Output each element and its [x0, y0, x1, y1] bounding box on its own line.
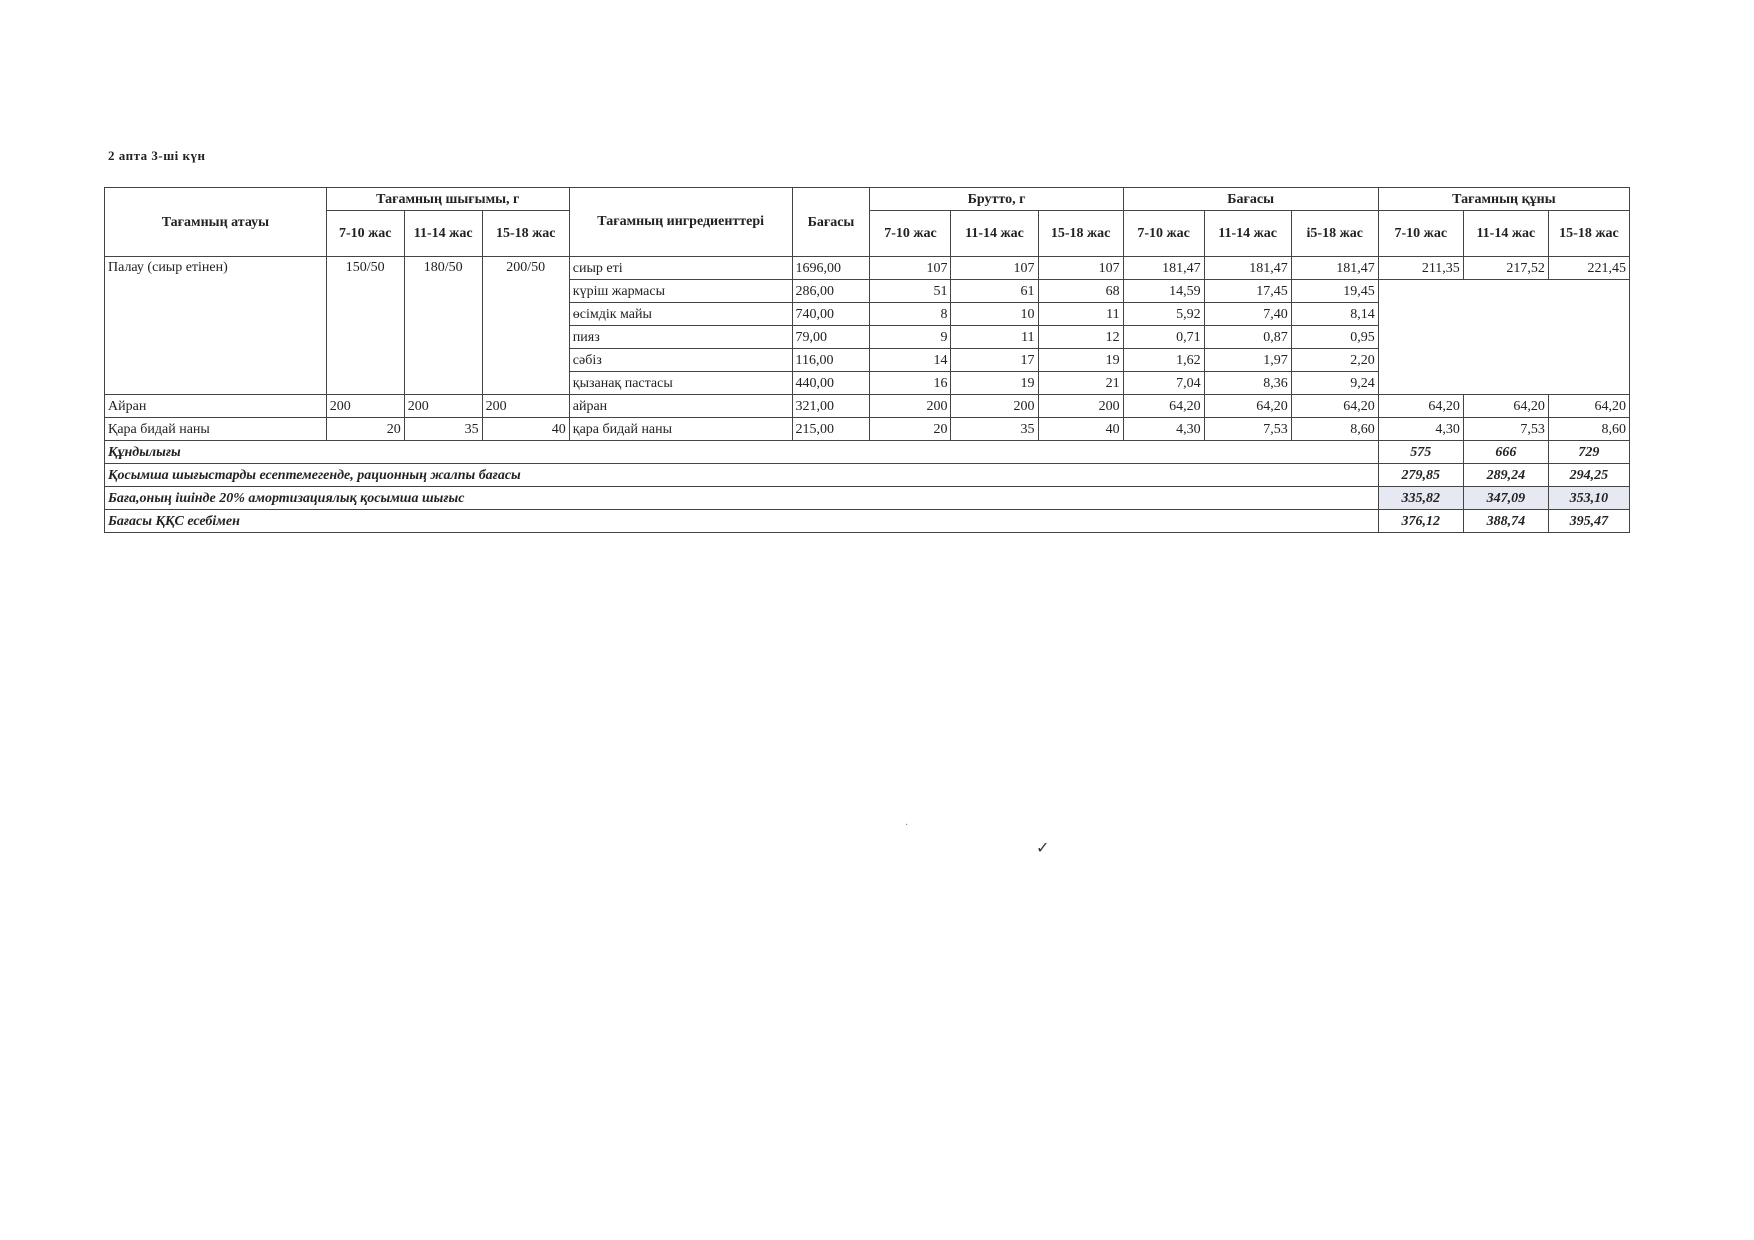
summary-row-calories	[105, 441, 1630, 464]
header-row-1	[105, 188, 1630, 211]
summary-value: 289,24	[1463, 464, 1548, 487]
cost-cell: 8,60	[1291, 418, 1378, 441]
summary-value: 666	[1463, 441, 1548, 464]
header-output-group: Тағамның шығымы, г	[326, 188, 569, 211]
table-row	[105, 418, 1630, 441]
table-row	[105, 395, 1630, 418]
dish-output-cell: 150/50	[326, 257, 404, 395]
brutto-cell: 20	[870, 418, 951, 441]
table-row	[105, 257, 1630, 280]
brutto-cell: 40	[1038, 418, 1123, 441]
dish-output-cell: 200	[326, 395, 404, 418]
cost-cell: 0,87	[1204, 326, 1291, 349]
cost-cell: 0,71	[1123, 326, 1204, 349]
header-day-7-10: 7-10 жас	[1378, 211, 1463, 257]
ingredient-price-cell: 79,00	[792, 326, 870, 349]
cost-cell: 181,47	[1204, 257, 1291, 280]
header-day-15-18: 15-18 жас	[1548, 211, 1629, 257]
empty-day-cost-block	[1378, 280, 1629, 395]
brutto-cell: 107	[951, 257, 1038, 280]
header-dish-name: Тағамның атауы	[105, 188, 327, 257]
header-ingredients: Тағамның ингредиенттері	[569, 188, 792, 257]
cost-cell: 64,20	[1204, 395, 1291, 418]
day-cost-cell: 64,20	[1548, 395, 1629, 418]
cost-cell: 7,40	[1204, 303, 1291, 326]
cost-cell: 5,92	[1123, 303, 1204, 326]
summary-label: Құндылығы	[105, 441, 1379, 464]
summary-value: 279,85	[1378, 464, 1463, 487]
brutto-cell: 17	[951, 349, 1038, 372]
cost-cell: 8,36	[1204, 372, 1291, 395]
header-brutto-15-18: 15-18 жас	[1038, 211, 1123, 257]
ingredient-name-cell: пияз	[569, 326, 792, 349]
summary-value: 347,09	[1463, 487, 1548, 510]
day-cost-cell: 221,45	[1548, 257, 1629, 280]
cost-cell: 17,45	[1204, 280, 1291, 303]
cost-cell: 14,59	[1123, 280, 1204, 303]
header-price: Бағасы	[792, 188, 870, 257]
summary-value: 294,25	[1548, 464, 1629, 487]
brutto-cell: 19	[1038, 349, 1123, 372]
day-cost-cell: 217,52	[1463, 257, 1548, 280]
ingredient-name-cell: қара бидай наны	[569, 418, 792, 441]
brutto-cell: 14	[870, 349, 951, 372]
cost-cell: 64,20	[1123, 395, 1204, 418]
brutto-cell: 8	[870, 303, 951, 326]
dish-name-cell: Палау (сиыр етінен)	[105, 257, 327, 395]
ingredient-name-cell: сиыр еті	[569, 257, 792, 280]
scan-mark: ✓	[1036, 840, 1050, 857]
ingredient-price-cell: 1696,00	[792, 257, 870, 280]
dish-output-cell: 20	[326, 418, 404, 441]
ingredient-name-cell: қызанақ пастасы	[569, 372, 792, 395]
brutto-cell: 19	[951, 372, 1038, 395]
day-cost-cell: 64,20	[1463, 395, 1548, 418]
dish-output-cell: 200	[482, 395, 569, 418]
cost-cell: 181,47	[1291, 257, 1378, 280]
cost-cell: 4,30	[1123, 418, 1204, 441]
header-output-7-10: 7-10 жас	[326, 211, 404, 257]
brutto-cell: 200	[870, 395, 951, 418]
dish-name-cell: Қара бидай наны	[105, 418, 327, 441]
cost-cell: 1,97	[1204, 349, 1291, 372]
header-output-15-18: 15-18 жас	[482, 211, 569, 257]
summary-value: 335,82	[1378, 487, 1463, 510]
ingredient-price-cell: 286,00	[792, 280, 870, 303]
summary-label: Баға,оның ішінде 20% амортизациялық қосымша шығыс	[105, 487, 1379, 510]
dish-output-cell: 180/50	[404, 257, 482, 395]
header-brutto-11-14: 11-14 жас	[951, 211, 1038, 257]
header-brutto-group: Брутто, г	[870, 188, 1123, 211]
brutto-cell: 21	[1038, 372, 1123, 395]
dish-output-cell: 35	[404, 418, 482, 441]
ingredient-name-cell: күріш жармасы	[569, 280, 792, 303]
cost-cell: 2,20	[1291, 349, 1378, 372]
brutto-cell: 51	[870, 280, 951, 303]
summary-row-base-price	[105, 464, 1630, 487]
ingredient-price-cell: 321,00	[792, 395, 870, 418]
header-brutto-7-10: 7-10 жас	[870, 211, 951, 257]
ingredient-name-cell: өсімдік майы	[569, 303, 792, 326]
day-cost-cell: 8,60	[1548, 418, 1629, 441]
cost-cell: 7,53	[1204, 418, 1291, 441]
brutto-cell: 9	[870, 326, 951, 349]
ingredient-price-cell: 740,00	[792, 303, 870, 326]
brutto-cell: 12	[1038, 326, 1123, 349]
brutto-cell: 61	[951, 280, 1038, 303]
brutto-cell: 11	[951, 326, 1038, 349]
brutto-cell: 16	[870, 372, 951, 395]
day-cost-cell: 64,20	[1378, 395, 1463, 418]
scan-speck: ·	[905, 820, 909, 831]
cost-cell: 8,14	[1291, 303, 1378, 326]
ingredient-name-cell: айран	[569, 395, 792, 418]
brutto-cell: 107	[870, 257, 951, 280]
summary-value: 575	[1378, 441, 1463, 464]
brutto-cell: 68	[1038, 280, 1123, 303]
cost-cell: 181,47	[1123, 257, 1204, 280]
dish-output-cell: 40	[482, 418, 569, 441]
menu-table	[104, 187, 1630, 533]
summary-label: Бағасы ҚҚС есебімен	[105, 510, 1379, 533]
summary-value: 729	[1548, 441, 1629, 464]
summary-value: 353,10	[1548, 487, 1629, 510]
summary-row-amortization	[105, 487, 1630, 510]
brutto-cell: 200	[1038, 395, 1123, 418]
dish-name-cell: Айран	[105, 395, 327, 418]
header-cost-11-14: 11-14 жас	[1204, 211, 1291, 257]
brutto-cell: 200	[951, 395, 1038, 418]
header-cost-group: Бағасы	[1123, 188, 1378, 211]
ingredient-name-cell: сәбіз	[569, 349, 792, 372]
summary-value: 388,74	[1463, 510, 1548, 533]
dish-output-cell: 200/50	[482, 257, 569, 395]
ingredient-price-cell: 116,00	[792, 349, 870, 372]
ingredient-price-cell: 215,00	[792, 418, 870, 441]
cost-cell: 1,62	[1123, 349, 1204, 372]
brutto-cell: 10	[951, 303, 1038, 326]
day-cost-cell: 4,30	[1378, 418, 1463, 441]
cost-cell: 9,24	[1291, 372, 1378, 395]
brutto-cell: 11	[1038, 303, 1123, 326]
page-heading: 2 апта 3-ші күн	[108, 148, 206, 163]
header-cost-15-18: i5-18 жас	[1291, 211, 1378, 257]
header-day-group: Тағамның құны	[1378, 188, 1629, 211]
day-cost-cell: 211,35	[1378, 257, 1463, 280]
header-cost-7-10: 7-10 жас	[1123, 211, 1204, 257]
header-output-11-14: 11-14 жас	[404, 211, 482, 257]
cost-cell: 0,95	[1291, 326, 1378, 349]
summary-row-vat	[105, 510, 1630, 533]
summary-value: 395,47	[1548, 510, 1629, 533]
cost-cell: 19,45	[1291, 280, 1378, 303]
cost-cell: 7,04	[1123, 372, 1204, 395]
brutto-cell: 107	[1038, 257, 1123, 280]
brutto-cell: 35	[951, 418, 1038, 441]
summary-label: Қосымша шығыстарды есептемегенде, рационның жалпы бағасы	[105, 464, 1379, 487]
header-day-11-14: 11-14 жас	[1463, 211, 1548, 257]
cost-cell: 64,20	[1291, 395, 1378, 418]
day-cost-cell: 7,53	[1463, 418, 1548, 441]
ingredient-price-cell: 440,00	[792, 372, 870, 395]
summary-value: 376,12	[1378, 510, 1463, 533]
dish-output-cell: 200	[404, 395, 482, 418]
